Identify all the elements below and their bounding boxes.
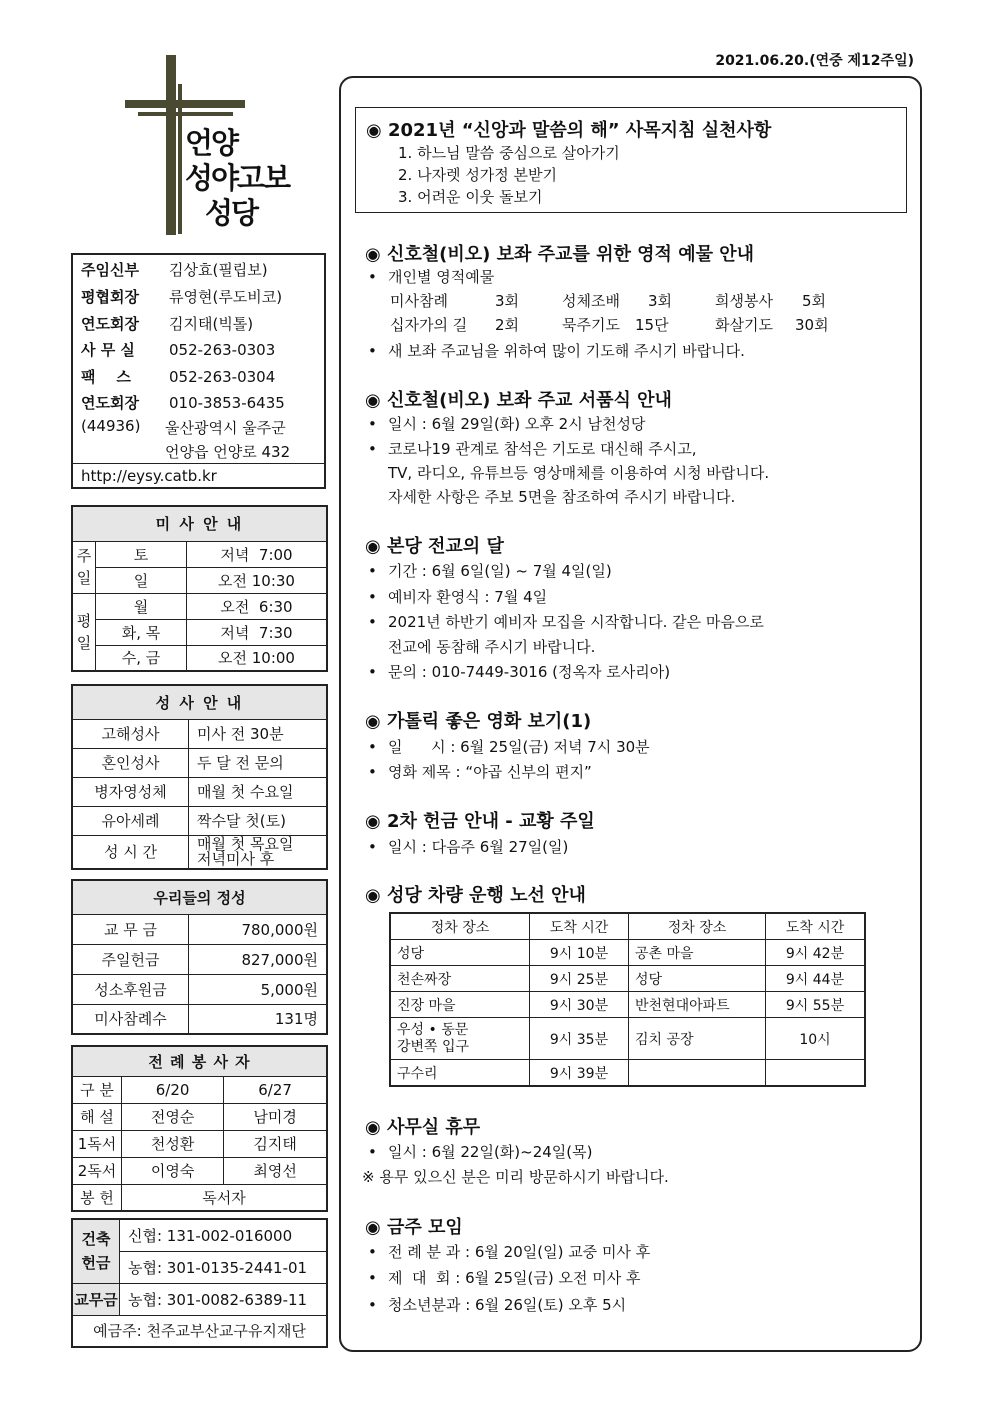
- server-name: 남미경: [224, 1103, 327, 1130]
- table-row: [390, 992, 865, 1018]
- stop-name: 김치 공장: [629, 1018, 766, 1060]
- theme-item: 3. 어려운 이웃 돌보기: [398, 188, 543, 206]
- line-text: 자세한 사항은 주보 5면을 참조하여 주시기 바랍니다.: [388, 488, 736, 506]
- stop-name-line1: 우성 • 동문: [397, 1021, 469, 1038]
- sunday-label: 주일: [72, 541, 96, 593]
- mass-time: 오전 10:30: [187, 567, 328, 593]
- offering-count: 30회: [795, 316, 829, 334]
- section-line: [368, 413, 645, 434]
- offering-item: 십자가의 길: [390, 316, 468, 334]
- servers-role: 2독서: [72, 1157, 122, 1184]
- sacrament-detail: 매월 첫 수요일: [189, 777, 328, 806]
- line-text: 영화 제목 : “야곱 신부의 편지”: [388, 763, 592, 781]
- server-name: 독서자: [122, 1184, 328, 1211]
- section-line: [368, 836, 568, 857]
- bullet: •: [368, 738, 377, 756]
- arrival-time: 10시: [766, 1018, 866, 1060]
- account-number: 농협: 301-0135-2441-01: [120, 1251, 328, 1283]
- servers-date: 6/27: [224, 1076, 327, 1103]
- logo-line2: 성야고보: [185, 161, 290, 195]
- servers-role: 해 설: [72, 1103, 122, 1130]
- sacrament-name: 병자영성체: [72, 777, 189, 806]
- section-title: ◉ 신호철(비오) 보좌 주교 서품식 안내: [365, 390, 672, 411]
- mass-title: 미 사 안 내: [72, 506, 327, 541]
- section-line: [368, 1267, 640, 1288]
- stop-name: 성당: [390, 940, 530, 966]
- col-header: 도착 시간: [530, 913, 629, 940]
- info-key: 연도회장: [81, 394, 139, 412]
- mass-time: 저녁 7:30: [187, 619, 328, 645]
- address-line2: 언양읍 언양로 432: [165, 443, 291, 461]
- offering-item: 성체조배: [562, 292, 620, 310]
- line-text: TV, 라디오, 유튜브등 영상매체를 이용하여 시청 바랍니다.: [388, 464, 770, 482]
- sacrament-detail: 짝수달 첫(토): [189, 806, 328, 835]
- servers-date: 6/20: [122, 1076, 224, 1103]
- offering-item: 미사참례: [390, 292, 448, 310]
- servers-col-label: 구 분: [72, 1076, 122, 1103]
- section-title: ◉ 신호철(비오) 보좌 주교를 위한 영적 예물 안내: [365, 244, 755, 265]
- bullet: •: [368, 268, 377, 286]
- arrival-time: [766, 1060, 866, 1087]
- bullet: •: [368, 613, 377, 631]
- offering-item: 화살기도: [715, 316, 773, 334]
- bullet: •: [368, 763, 377, 781]
- sacrament-detail: [189, 835, 328, 869]
- line-text: 제 대 회 : 6월 25일(금) 오전 미사 후: [388, 1269, 641, 1287]
- servers-title: 전 례 봉 사 자: [72, 1046, 327, 1076]
- line-text: 일시 : 6월 22일(화)~24일(목): [388, 1143, 593, 1161]
- line-text: 전교에 동참해 주시기 바랍니다.: [388, 638, 596, 656]
- sacrament-detail: 미사 전 30분: [189, 719, 328, 748]
- bulletin-date: 2021.06.20.(연중 제12주일): [715, 53, 914, 69]
- mass-day: 화, 목: [96, 619, 187, 645]
- pastoral-theme-box: [355, 107, 907, 213]
- stop-name: 반천현대아파트: [629, 992, 766, 1018]
- mass-time: 오전 10:00: [187, 645, 328, 671]
- account-number: 농협: 301-0082-6389-11: [120, 1283, 328, 1315]
- stop-name: 진장 마을: [390, 992, 530, 1018]
- section-line: [368, 661, 670, 682]
- section-line: [368, 586, 547, 607]
- sacrament-name: 성 시 간: [72, 835, 189, 869]
- parish-info-box: [71, 253, 326, 489]
- account-holder: 예금주: 천주교부산교구유지재단: [72, 1315, 327, 1347]
- info-row: [81, 259, 268, 280]
- weekday-label: 평일: [72, 593, 96, 671]
- bullet: •: [368, 588, 377, 606]
- col-header: 정차 장소: [629, 913, 766, 940]
- building-label-2: 헌금: [81, 1254, 111, 1273]
- bullet: •: [368, 415, 377, 433]
- offering-name: 성소후원금: [72, 974, 189, 1004]
- sacrament-detail: 두 달 전 문의: [189, 748, 328, 777]
- sacrament-name: 혼인성사: [72, 748, 189, 777]
- info-value: 김상효(필립보): [169, 261, 268, 279]
- line-text: 청소년분과 : 6월 26일(토) 오후 5시: [388, 1296, 627, 1314]
- info-row: [81, 366, 275, 387]
- line-text: 2021년 하반기 예비자 모집을 시작합니다. 같은 마음으로: [388, 613, 764, 631]
- sacrament-title: 성 사 안 내: [72, 685, 327, 719]
- info-key: 사 무 실: [81, 341, 135, 359]
- offering-item: 희생봉사: [715, 292, 773, 310]
- offering-count: 2회: [495, 316, 520, 334]
- bullet: •: [368, 342, 377, 360]
- info-key: 주임신부: [81, 261, 139, 279]
- divider: [73, 463, 324, 464]
- bullet: •: [368, 562, 377, 580]
- holy-hour-line2: 저녁미사 후: [197, 849, 275, 868]
- info-value: 052-263-0304: [169, 368, 276, 386]
- stop-name: 구수리: [390, 1060, 530, 1087]
- table-row: [390, 940, 865, 966]
- cross-bar-inner: [138, 112, 233, 116]
- mass-day: 일: [96, 567, 187, 593]
- section-line: [368, 611, 764, 632]
- bullet: •: [368, 1143, 377, 1161]
- mass-time: 오전 6:30: [187, 593, 328, 619]
- parish-url[interactable]: http://eysy.catb.kr: [81, 467, 217, 485]
- bullet: •: [368, 1243, 377, 1261]
- table-row: [390, 966, 865, 992]
- offering-name: 미사참례수: [72, 1004, 189, 1034]
- theme-title: ◉ 2021년 “신앙과 말씀의 해” 사목지침 실천사항: [366, 120, 772, 141]
- liturgy-servers-table: [71, 1045, 328, 1212]
- line-text: 일시 : 다음주 6월 27일(일): [388, 838, 569, 856]
- server-name: 이영숙: [122, 1157, 224, 1184]
- mass-time: 저녁 7:00: [187, 541, 328, 567]
- line-text: 전 례 분 과 : 6월 20일(일) 교중 미사 후: [388, 1243, 651, 1261]
- stop-name-line2: 강변쪽 입구: [397, 1038, 470, 1055]
- offering-count: 5회: [802, 292, 827, 310]
- stop-name: 성당: [629, 966, 766, 992]
- theme-item: 2. 나자렛 성가정 본받기: [398, 166, 558, 184]
- server-name: 김지태: [224, 1130, 327, 1157]
- sacrament-table: [71, 684, 328, 870]
- offering-name: 주일헌금: [72, 944, 189, 974]
- mass-day: 월: [96, 593, 187, 619]
- offering-amount: 827,000원: [189, 944, 328, 974]
- building-label-1: 건축: [81, 1230, 111, 1249]
- section-line: [368, 736, 650, 757]
- line-text: 기간 : 6월 6일(일) ~ 7월 4일(일): [388, 562, 612, 580]
- info-row: [81, 392, 285, 413]
- section-line: [368, 266, 494, 287]
- bullet: •: [368, 1269, 377, 1287]
- arrival-time: 9시 42분: [766, 940, 866, 966]
- line-text: 코로나19 관계로 참석은 기도로 대신해 주시고,: [388, 440, 697, 458]
- address-zip: (44936): [81, 417, 141, 435]
- stop-name: [629, 1060, 766, 1087]
- section-title: ◉ 2차 헌금 안내 - 교황 주일: [365, 811, 595, 832]
- info-value: 류영현(루도비코): [169, 288, 283, 306]
- section-title: ◉ 성당 차량 운행 노선 안내: [365, 885, 586, 906]
- arrival-time: 9시 39분: [530, 1060, 629, 1087]
- bullet: •: [368, 1296, 377, 1314]
- line-text: 새 보좌 주교님을 위하여 많이 기도해 주시기 바랍니다.: [388, 342, 745, 360]
- info-value: 김지태(빅톨): [169, 315, 254, 333]
- stop-name: 천손짜장: [390, 966, 530, 992]
- line-text: 문의 : 010-7449-3016 (정옥자 로사리아): [388, 663, 671, 681]
- logo-line3: 성당: [205, 196, 258, 230]
- line-text: 일시 : 6월 29일(화) 오후 2시 남천성당: [388, 415, 646, 433]
- line-text: 일 시 : 6월 25일(금) 저녁 7시 30분: [388, 738, 650, 756]
- section-title: ◉ 금주 모임: [365, 1217, 463, 1238]
- section-line: [368, 1141, 592, 1162]
- section-line: [368, 340, 745, 361]
- stop-name: 공촌 마을: [629, 940, 766, 966]
- address-line1: 울산광역시 울주군: [165, 419, 286, 437]
- mass-day: 토: [96, 541, 187, 567]
- offering-count: 15단: [635, 316, 669, 334]
- offering-count: 3회: [648, 292, 673, 310]
- arrival-time: 9시 30분: [530, 992, 629, 1018]
- line-text: ※ 용무 있으신 분은 미리 방문하시기 바랍니다.: [362, 1168, 669, 1186]
- holy-hour-line1: 매월 첫 목요일: [197, 834, 294, 853]
- table-row: [390, 1018, 865, 1060]
- logo-line1: 언양: [185, 126, 238, 160]
- dues-label: 교무금: [72, 1283, 120, 1315]
- section-title: ◉ 본당 전교의 달: [365, 536, 504, 557]
- offering-item: 묵주기도: [562, 316, 620, 334]
- info-value: 052-263-0303: [169, 341, 276, 359]
- server-name: 전영순: [122, 1103, 224, 1130]
- arrival-time: 9시 55분: [766, 992, 866, 1018]
- account-number: 신협: 131-002-016000: [120, 1219, 328, 1251]
- info-row: [81, 286, 282, 307]
- server-name: 천성환: [122, 1130, 224, 1157]
- servers-role: 봉 헌: [72, 1184, 122, 1211]
- cross-bar: [125, 100, 245, 108]
- section-line: [368, 761, 592, 782]
- offering-title: 우리들의 정성: [72, 880, 327, 914]
- bullet: •: [368, 838, 377, 856]
- theme-item: 1. 하느님 말씀 중심으로 살아가기: [398, 144, 620, 162]
- bullet: •: [368, 663, 377, 681]
- info-key: 평협회장: [81, 288, 139, 306]
- info-value: 010-3853-6435: [169, 394, 285, 412]
- line-text: 예비자 환영식 : 7월 4일: [388, 588, 548, 606]
- mass-schedule-table: [71, 505, 328, 672]
- section-title: ◉ 사무실 휴무: [365, 1117, 481, 1138]
- shuttle-route-table: [389, 912, 866, 1087]
- sacrament-name: 고해성사: [72, 719, 189, 748]
- mass-day: 수, 금: [96, 645, 187, 671]
- section-title: ◉ 가톨릭 좋은 영화 보기(1): [365, 711, 592, 732]
- cross-icon: [166, 55, 176, 235]
- col-header: 정차 장소: [390, 913, 530, 940]
- arrival-time: 9시 25분: [530, 966, 629, 992]
- arrival-time: 9시 35분: [530, 1018, 629, 1060]
- line-text: 개인별 영적예물: [388, 268, 495, 286]
- bank-accounts-table: [71, 1218, 328, 1348]
- offering-amount: 5,000원: [189, 974, 328, 1004]
- section-line: [368, 438, 697, 459]
- building-fund-label: [72, 1219, 120, 1283]
- arrival-time: 9시 44분: [766, 966, 866, 992]
- col-header: 도착 시간: [766, 913, 866, 940]
- offering-table: [71, 879, 328, 1035]
- offering-name: 교 무 금: [72, 914, 189, 944]
- offering-amount: 780,000원: [189, 914, 328, 944]
- sacrament-name: 유아세례: [72, 806, 189, 835]
- servers-role: 1독서: [72, 1130, 122, 1157]
- offering-count: 3회: [495, 292, 520, 310]
- info-row: [81, 339, 275, 360]
- info-row: [81, 313, 253, 334]
- bullet: •: [368, 440, 377, 458]
- section-line: [368, 560, 612, 581]
- info-key: 연도회장: [81, 315, 139, 333]
- section-line: [368, 1294, 626, 1315]
- section-line: [368, 1241, 650, 1262]
- arrival-time: 9시 10분: [530, 940, 629, 966]
- offering-amount: 131명: [189, 1004, 328, 1034]
- info-key: 팩 스: [81, 368, 131, 386]
- parish-name: [185, 126, 289, 231]
- server-name: 최영선: [224, 1157, 327, 1184]
- table-row: [390, 1060, 865, 1087]
- stop-name: [390, 1018, 530, 1060]
